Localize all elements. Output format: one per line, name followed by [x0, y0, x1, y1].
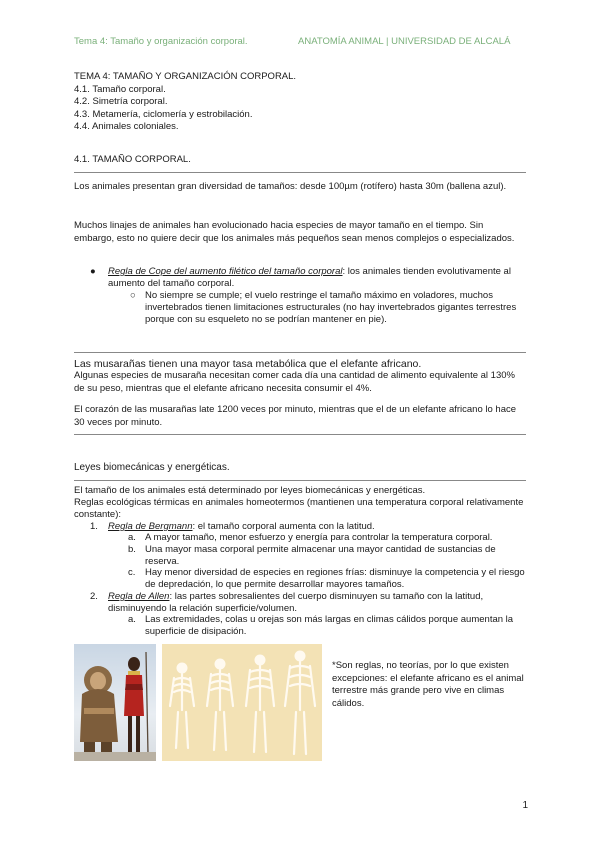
sub-bullet-item: No siempre se cumple; el vuelo restringe el tamaño máximo en voladores, muchos invertebrados tienen limitaciones estructurales (no hay invertebrados gigantes terrestres porque con su esqueleto no se podrían mantener en pie). — [145, 290, 517, 325]
toc-item: 4.4. Animales coloniales. — [74, 121, 179, 132]
rule-text: : el tamaño corporal aumenta con la latitud. — [192, 521, 375, 532]
paragraph: El tamaño de los animales está determinado por leyes biomecánicas y energéticas. — [74, 485, 426, 496]
term: Regla de Allen — [108, 591, 170, 602]
divider — [74, 480, 526, 481]
list-letter: b. — [128, 544, 136, 555]
list-letter: a. — [128, 614, 136, 625]
header-right: ANATOMÍA ANIMAL | UNIVERSIDAD DE ALCALÁ — [298, 36, 511, 47]
sub-item: Una mayor masa corporal permite almacenar una mayor cantidad de sustancias de reserva. — [145, 544, 496, 567]
divider — [74, 434, 526, 435]
rule-text: : las partes sobresalientes del cuerpo disminuyen su tamaño con la latitud, disminuyendo la relación superficie/volumen. — [108, 591, 484, 614]
footnote: *Son reglas, no teorías, por lo que existen excepciones: el elefante africano es el animal terrestre más grande pero vive en climas cálidos. — [332, 660, 524, 709]
list-letter: c. — [128, 567, 136, 578]
section-heading: Leyes biomecánicas y energéticas. — [74, 462, 230, 473]
list-letter: a. — [128, 532, 136, 543]
divider — [74, 172, 526, 173]
people-photo — [74, 644, 156, 761]
bullet-text: : los animales tienden evolutivamente al aumento del tamaño corporal. — [108, 266, 511, 289]
box-title: Las musarañas tienen una mayor tasa metabólica que el elefante africano. — [74, 358, 422, 370]
sub-item: Hay menor diversidad de especies en regiones frías: disminuye la competencia y el riesgo de depredación, lo que permite desarrollar mayores tamaños. — [145, 567, 525, 590]
bullet-item — [108, 266, 526, 290]
sub-item: A mayor tamaño, menor esfuerzo y energía para controlar la temperatura corporal. — [145, 532, 493, 543]
list-number: 2. — [90, 591, 98, 602]
page-number: 1 — [522, 800, 528, 811]
sub-bullet-circle: ○ — [130, 290, 136, 301]
box-paragraph: Algunas especies de musaraña necesitan comer cada día una cantidad de alimento equivalente al 130% de su peso, mientras que el elefante africano necesita consumir el 4%. — [74, 370, 515, 394]
header-left: Tema 4: Tamaño y organización corporal. — [74, 36, 248, 47]
section-heading: 4.1. TAMAÑO CORPORAL. — [74, 154, 191, 165]
paragraph: Los animales presentan gran diversidad de tamaños: desde 100µm (rotífero) hasta 30m (ballena azul). — [74, 181, 507, 192]
rule-item — [108, 591, 526, 615]
term: Regla de Cope del aumento filético del tamaño corporal — [108, 266, 343, 277]
toc-item: 4.3. Metamería, ciclomería y estrobilación. — [74, 108, 253, 120]
toc-item: 4.1. Tamaño corporal. — [74, 83, 166, 95]
term: Regla de Bergmann — [108, 521, 193, 532]
divider — [74, 352, 526, 353]
paragraph: Muchos linajes de animales han evolucionado hacia especies de mayor tamaño en el tiempo. Sin embargo, esto no quiere decir que los animales más pequeños sean menos complejos o especializados. — [74, 220, 515, 244]
sub-item: Las extremidades, colas u orejas son más largas en climas cálidos porque aumentan la superficie de disipación. — [145, 614, 514, 637]
toc — [74, 71, 526, 134]
skeletons-illustration — [162, 644, 322, 761]
toc-item: 4.2. Simetría corporal. — [74, 96, 168, 107]
box-paragraph: El corazón de las musarañas late 1200 veces por minuto, mientras que el de un elefante africano lo hace 30 veces por minuto. — [74, 404, 517, 428]
toc-title: TEMA 4: TAMAÑO Y ORGANIZACIÓN CORPORAL. — [74, 71, 297, 82]
bullet-dot: ● — [90, 266, 96, 277]
paragraph: Reglas ecológicas térmicas en animales homeotermos (mantienen una temperatura corporal relativamente constante): — [74, 497, 524, 520]
list-number: 1. — [90, 521, 98, 532]
